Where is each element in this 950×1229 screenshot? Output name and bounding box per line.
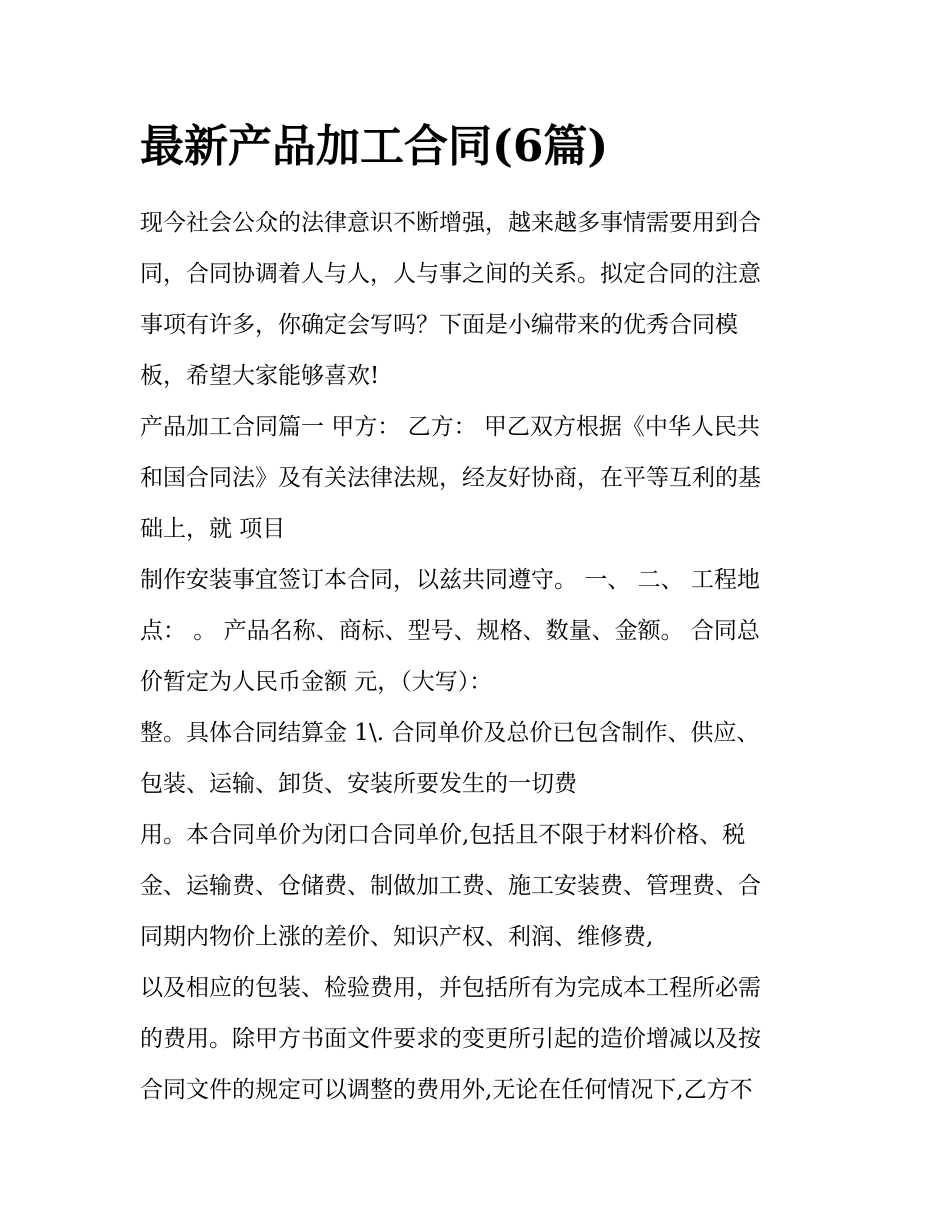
body-line: 板，希望大家能够喜欢! [140,363,380,389]
body-line: 整。具体合同结算金 1\. 合同单价及总价已包含制作、供应、 [140,720,760,746]
body-line: 同，合同协调着人与人，人与事之间的关系。拟定合同的注意 [140,261,761,287]
body-line: 点： 。 产品名称、商标、型号、规格、数量、金额。 合同总 [140,618,760,644]
body-line: 价暂定为人民币金额 元，（大写）： [140,669,493,695]
body-line: 现今社会公众的法律意识不断增强，越来越多事情需要用到合 [140,210,761,236]
body-line: 础上，就 项目 [140,516,286,542]
document-body [140,198,820,1116]
body-line: 产品加工合同篇一 甲方： 乙方： 甲乙双方根据《中华人民共 [140,414,760,440]
body-line: 和国合同法》及有关法律法规，经友好协商，在平等互利的基 [140,465,761,491]
body-line: 事项有许多，你确定会写吗？下面是小编带来的优秀合同模 [140,312,738,338]
body-line: 用。本合同单价为闭口合同单价,包括且不限于材料价格、税 [140,822,746,848]
body-line: 合同文件的规定可以调整的费用外,无论在任何情况下,乙方不 [140,1077,753,1103]
body-line: 同期内物价上涨的差价、知识产权、利润、维修费, [140,924,654,950]
body-line: 包装、运输、卸货、安装所要发生的一切费 [140,771,577,797]
body-line: 以及相应的包装、检验费用，并包括所有为完成本工程所必需 [140,975,761,1001]
body-line: 的费用。除甲方书面文件要求的变更所引起的造价增减以及按 [140,1026,761,1052]
body-line: 金、运输费、仓储费、制做加工费、施工安装费、管理费、合 [140,873,761,899]
body-line: 制作安装事宜签订本合同，以兹共同遵守。 一、 二、 工程地 [140,567,760,593]
document-title: 最新产品加工合同(6篇) [140,121,609,172]
